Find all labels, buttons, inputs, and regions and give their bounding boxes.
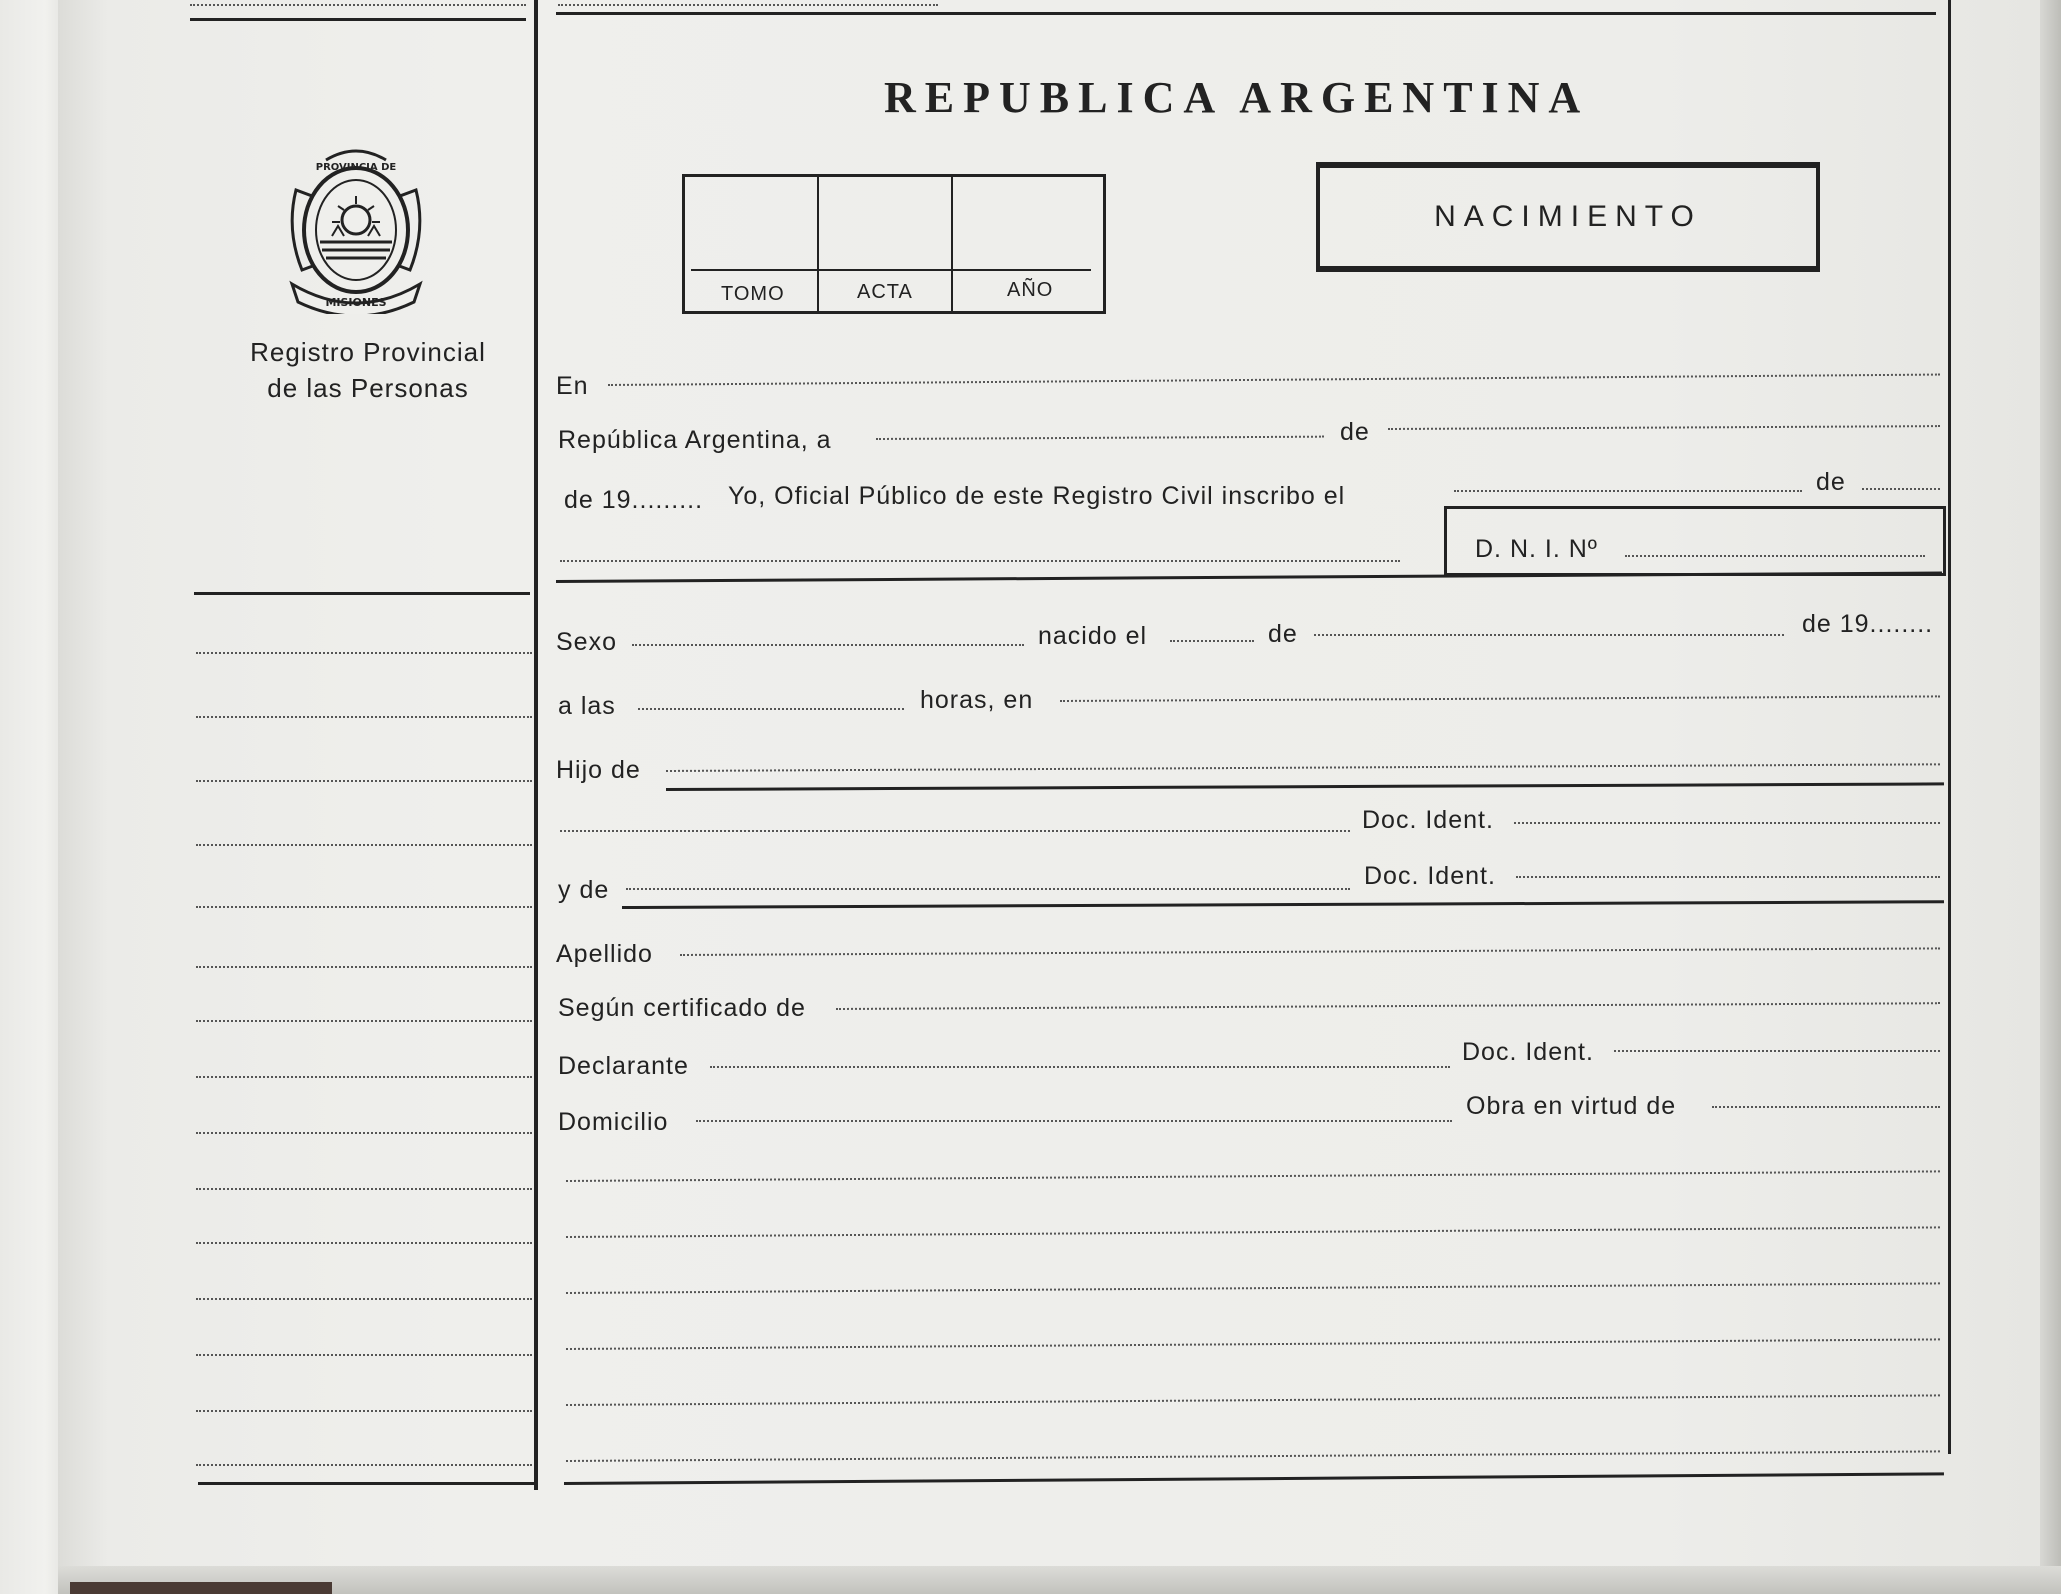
- top-right-rule: [556, 12, 1936, 15]
- oficial-label: Yo, Oficial Público de este Registro Civil inscribo el: [728, 482, 1346, 510]
- sidebar-line: [196, 1188, 532, 1190]
- sidebar-line: [196, 1464, 532, 1466]
- svg-text:MISIONES: MISIONES: [325, 296, 387, 309]
- tomo-label: TOMO: [721, 283, 785, 305]
- dni-label: D. N. I. Nº: [1475, 535, 1598, 563]
- doc-ident-label-3: Doc. Ident.: [1462, 1038, 1594, 1066]
- a-las-label: a las: [558, 692, 616, 720]
- sidebar-line: [196, 1076, 532, 1078]
- ano-field[interactable]: [952, 186, 1096, 274]
- hijo-label: Hijo de: [556, 756, 641, 784]
- mother-doc-field[interactable]: [1516, 876, 1940, 878]
- sidebar-line: [196, 652, 532, 654]
- declarante-field[interactable]: [710, 1066, 1450, 1068]
- nacido-label: nacido el: [1038, 622, 1148, 650]
- father-doc-field[interactable]: [1514, 822, 1940, 824]
- sidebar-line: [196, 906, 532, 908]
- apellido-label: Apellido: [556, 940, 653, 968]
- declarante-label: Declarante: [558, 1052, 689, 1080]
- record-type-box: [1316, 162, 1820, 272]
- record-type-label: NACIMIENTO: [1434, 200, 1702, 233]
- declarante-doc-field[interactable]: [1614, 1050, 1940, 1052]
- de-label-3: de: [1268, 620, 1298, 648]
- sidebar-line: [196, 716, 532, 718]
- acta-field[interactable]: [818, 186, 948, 274]
- hour-field[interactable]: [638, 708, 904, 710]
- doc-ident-label: Doc. Ident.: [1362, 806, 1494, 834]
- sidebar-line: [196, 1020, 532, 1022]
- en-label: En: [556, 372, 589, 400]
- horas-label: horas, en: [920, 686, 1034, 714]
- obra-field[interactable]: [1712, 1106, 1940, 1108]
- ano-label: AÑO: [1007, 279, 1054, 301]
- document-title: REPUBLICA ARGENTINA: [884, 73, 1590, 122]
- top-left-rule: [190, 18, 526, 21]
- republica-label: República Argentina, a: [558, 426, 832, 454]
- mother-field[interactable]: [626, 888, 1350, 890]
- sexo-label: Sexo: [556, 628, 617, 656]
- page-edge: [2040, 0, 2061, 1594]
- domicilio-label: Domicilio: [558, 1108, 669, 1136]
- domicilio-field[interactable]: [696, 1120, 1452, 1122]
- sexo-field[interactable]: [632, 644, 1024, 646]
- doc-ident-label-2: Doc. Ident.: [1364, 862, 1496, 890]
- sidebar-line: [196, 1298, 532, 1300]
- birth-year-label: de 19........: [1802, 610, 1934, 638]
- dni-field[interactable]: [1625, 555, 1925, 557]
- registry-name: [218, 334, 518, 406]
- tomo-field[interactable]: [684, 186, 814, 274]
- father-cont-field[interactable]: [560, 830, 1350, 832]
- top-dotted-line: [190, 4, 526, 6]
- name-field[interactable]: [560, 560, 1400, 562]
- dni-box: [1444, 506, 1946, 576]
- sidebar-line: [196, 1410, 532, 1412]
- de-label: de: [1340, 418, 1370, 446]
- sidebar-line: [196, 966, 532, 968]
- birth-month-field[interactable]: [1314, 634, 1784, 636]
- sidebar-line: [196, 1354, 532, 1356]
- inscribe-field[interactable]: [1454, 490, 1802, 492]
- sidebar-bottom-rule: [198, 1482, 538, 1485]
- birth-day-field[interactable]: [1170, 640, 1254, 642]
- registry-name-line1: Registro Provincial: [250, 337, 486, 367]
- year-label: de 19.........: [564, 486, 704, 514]
- sidebar-line: [196, 844, 532, 846]
- svg-text:PROVINCIA DE: PROVINCIA DE: [315, 162, 397, 173]
- page-shadow: [58, 1566, 2061, 1594]
- top-dotted-line: [558, 4, 938, 6]
- y-de-label: y de: [558, 876, 610, 904]
- sidebar-rule: [194, 592, 530, 595]
- obra-label: Obra en virtud de: [1466, 1092, 1677, 1120]
- cover-corner: [70, 1582, 332, 1594]
- right-border: [1948, 0, 1951, 1454]
- sidebar-line: [196, 1242, 532, 1244]
- de-label-2: de: [1816, 468, 1846, 496]
- misiones-seal-icon: [282, 146, 430, 314]
- segun-label: Según certificado de: [558, 994, 806, 1022]
- column-divider: [534, 0, 538, 1490]
- de-field[interactable]: [1862, 488, 1940, 490]
- acta-label: ACTA: [857, 281, 913, 303]
- registry-name-line2: de las Personas: [267, 373, 469, 403]
- sidebar-line: [196, 1132, 532, 1134]
- sidebar-line: [196, 780, 532, 782]
